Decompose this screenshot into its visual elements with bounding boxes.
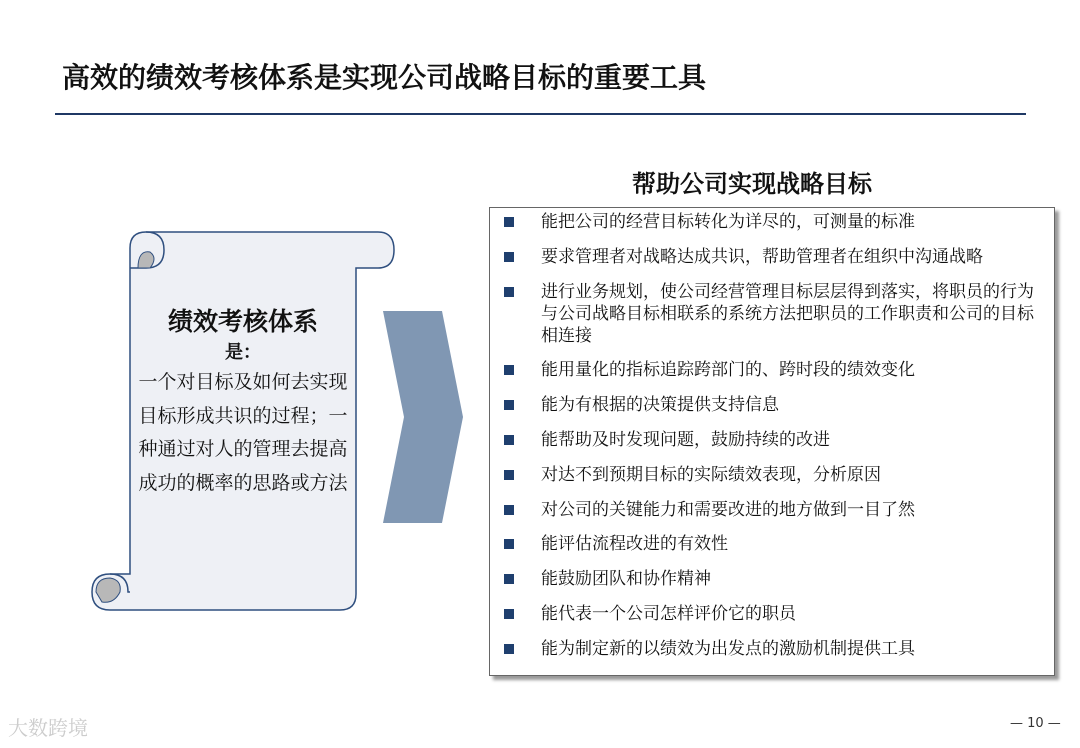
scroll-body: 一个对目标及如何去实现目标形成共识的过程；一种通过对人的管理去提高成功的概率的思路或方法 [138,371,348,494]
bullet-icon [504,574,514,584]
list-item-text: 能帮助及时发现问题，鼓励持续的改进 [541,429,830,450]
list-item [500,568,1040,590]
list-item-text: 能为制定新的以绩效为出发点的激励机制提供工具 [541,638,915,659]
bullet-icon [504,400,514,410]
list-item-text: 能代表一个公司怎样评价它的职员 [541,603,796,624]
bullet-icon [504,435,514,445]
bullet-icon [504,287,514,297]
page-number: — 10 — [1010,716,1061,731]
list-item-text: 能为有根据的决策提供支持信息 [541,395,779,416]
list-item-text: 对公司的关键能力和需要改进的地方做到一目了然 [541,499,915,520]
list-item-text: 能鼓励团队和协作精神 [541,569,711,590]
watermark-logo: 大数跨境 [8,716,88,740]
list-item-text: 对达不到预期目标的实际绩效表现，分析原因 [541,464,881,485]
list-item [500,394,1040,416]
slide-title: 高效的绩效考核体系是实现公司战略目标的重要工具 [62,61,707,94]
list-item [500,603,1040,625]
list-item [500,638,1040,660]
scroll-heading: 绩效考核体系 [167,307,318,336]
list-item-text: 进行业务规划，使公司经营管理目标层层得到落实，将职员的行为与公司战略目标相联系的系统方法把职员的工作职责和公司的目标相连接 [541,281,1034,346]
bullet-icon [504,609,514,619]
chevron-right-icon [383,311,463,523]
list-item [500,464,1040,486]
list-item-text: 能用量化的指标追踪跨部门的、跨时段的绩效变化 [541,360,915,381]
list-item [500,499,1040,521]
bullet-icon [504,505,514,515]
bullet-icon [504,252,514,262]
bullet-icon [504,217,514,227]
section-subtitle: 帮助公司实现战略目标 [632,170,872,198]
list-item-text: 能评估流程改进的有效性 [541,534,728,555]
list-item-text: 能把公司的经营目标转化为详尽的，可测量的标准 [541,212,915,232]
scroll-is: 是： [225,342,261,363]
list-item [500,359,1040,381]
benefits-list [500,211,1040,673]
bullet-icon [504,539,514,549]
bullet-icon [504,470,514,480]
title-divider [55,113,1026,115]
list-item [500,429,1040,451]
bullet-icon [504,365,514,375]
list-item [500,281,1040,347]
list-item [500,246,1040,268]
list-item-text: 要求管理者对战略达成共识，帮助管理者在组织中沟通战略 [541,246,983,267]
list-item [500,211,1040,233]
list-item [500,533,1040,555]
bullet-icon [504,644,514,654]
